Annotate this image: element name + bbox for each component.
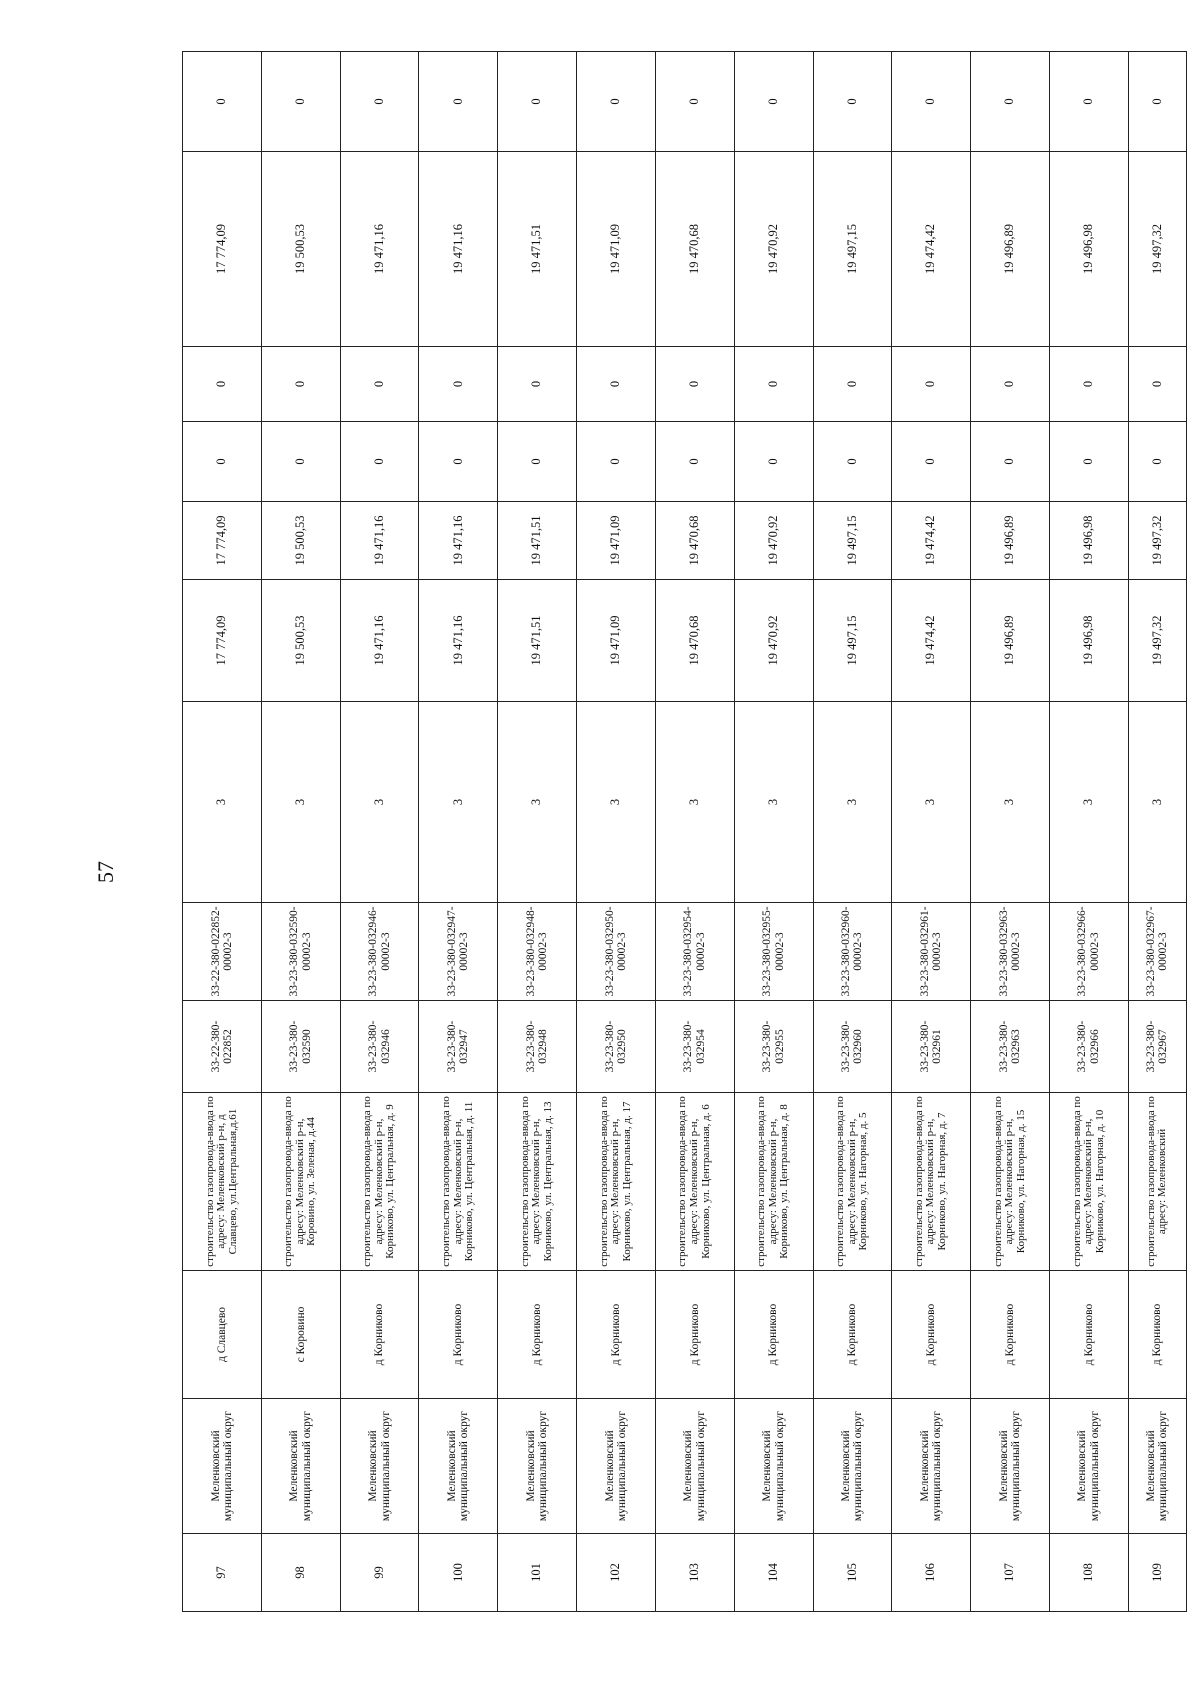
funded-amount-cell: 19 471,09 bbox=[577, 502, 656, 580]
total-cost-cell: 19 471,09 bbox=[577, 580, 656, 702]
locality-cell: д Славцево bbox=[183, 1271, 262, 1399]
row-number-cell: 100 bbox=[419, 1534, 498, 1612]
table-row bbox=[655, 52, 734, 1612]
district-cell: Меленковский муниципальный округ bbox=[655, 1399, 734, 1534]
funded-amount-cell: 19 496,98 bbox=[1049, 502, 1128, 580]
object-code-cell: 33-23-380-032946 bbox=[340, 1001, 419, 1093]
district-cell: Меленковский муниципальный округ bbox=[1128, 1399, 1186, 1534]
object-code-cell: 33-23-380-032963 bbox=[971, 1001, 1050, 1093]
zero-value-cell-2: 0 bbox=[498, 347, 577, 422]
total-cost-cell: 19 471,16 bbox=[419, 580, 498, 702]
table-row bbox=[1049, 52, 1128, 1612]
district-cell: Меленковский муниципальный округ bbox=[498, 1399, 577, 1534]
district-cell: Меленковский муниципальный округ bbox=[419, 1399, 498, 1534]
total-cost-cell: 19 474,42 bbox=[892, 580, 971, 702]
zero-value-cell-2: 0 bbox=[892, 347, 971, 422]
zero-value-cell-3: 0 bbox=[340, 52, 419, 152]
work-description-cell: строительство газопровода-ввода по адресу: Меленковский р-н, Корниково, ул. Нагорная, д. 15 bbox=[971, 1093, 1050, 1271]
remaining-amount-cell: 19 471,16 bbox=[340, 152, 419, 347]
locality-cell: д Корниково bbox=[498, 1271, 577, 1399]
remaining-amount-cell: 19 500,53 bbox=[261, 152, 340, 347]
object-code-cell: 33-23-380-032948 bbox=[498, 1001, 577, 1093]
zero-value-cell-2: 0 bbox=[419, 347, 498, 422]
table-row bbox=[892, 52, 971, 1612]
table-row bbox=[1128, 52, 1186, 1612]
remaining-amount-cell: 17 774,09 bbox=[183, 152, 262, 347]
object-id-cell: 33-23-380-032950-00002-3 bbox=[577, 903, 656, 1001]
quantity-cell: 3 bbox=[498, 702, 577, 903]
zero-value-cell-2: 0 bbox=[577, 347, 656, 422]
funded-amount-cell: 19 470,68 bbox=[655, 502, 734, 580]
district-cell: Меленковский муниципальный округ bbox=[892, 1399, 971, 1534]
quantity-cell: 3 bbox=[892, 702, 971, 903]
row-number-cell: 99 bbox=[340, 1534, 419, 1612]
table-row bbox=[419, 52, 498, 1612]
district-cell: Меленковский муниципальный округ bbox=[813, 1399, 892, 1534]
table-row bbox=[577, 52, 656, 1612]
row-number-cell: 104 bbox=[734, 1534, 813, 1612]
object-id-cell: 33-23-380-032966-00002-3 bbox=[1049, 903, 1128, 1001]
locality-cell: д Корниково bbox=[340, 1271, 419, 1399]
work-description-cell: строительство газопровода-ввода по адресу: Меленковский р-н, Корниково, ул. Нагорная, д. 5 bbox=[813, 1093, 892, 1271]
zero-value-cell-1: 0 bbox=[261, 422, 340, 502]
work-description-cell: строительство газопровода-ввода по адресу: Меленковский р-н, Коровино, ул. Зеленая, д.44 bbox=[261, 1093, 340, 1271]
object-id-cell: 33-23-380-032590-00002-3 bbox=[261, 903, 340, 1001]
work-description-cell: строительство газопровода-ввода по адресу: Меленковский р-н, Корниково, ул. Центральная, д. 13 bbox=[498, 1093, 577, 1271]
data-table-rotated bbox=[182, 98, 1187, 1612]
object-id-cell: 33-23-380-032946-00002-3 bbox=[340, 903, 419, 1001]
work-description-cell: строительство газопровода-ввода по адресу: Меленковский р-н, Корниково, ул. Нагорная, д. 7 bbox=[892, 1093, 971, 1271]
row-number-cell: 106 bbox=[892, 1534, 971, 1612]
work-description-cell: строительство газопровода-ввода по адресу: Меленковский р-н, Корниково, ул. Центральная, д. 11 bbox=[419, 1093, 498, 1271]
funded-amount-cell: 19 497,15 bbox=[813, 502, 892, 580]
object-id-cell: 33-23-380-032963-00002-3 bbox=[971, 903, 1050, 1001]
table-row bbox=[498, 52, 577, 1612]
total-cost-cell: 19 497,15 bbox=[813, 580, 892, 702]
zero-value-cell-3: 0 bbox=[892, 52, 971, 152]
object-code-cell: 33-23-380-032954 bbox=[655, 1001, 734, 1093]
work-description-cell: строительство газопровода-ввода по адресу: Меленковский р-н, Корниково, ул. Центральная, д. 8 bbox=[734, 1093, 813, 1271]
total-cost-cell: 19 500,53 bbox=[261, 580, 340, 702]
district-cell: Меленковский муниципальный округ bbox=[340, 1399, 419, 1534]
district-cell: Меленковский муниципальный округ bbox=[1049, 1399, 1128, 1534]
quantity-cell: 3 bbox=[183, 702, 262, 903]
zero-value-cell-3: 0 bbox=[1049, 52, 1128, 152]
object-code-cell: 33-23-380-032590 bbox=[261, 1001, 340, 1093]
zero-value-cell-1: 0 bbox=[498, 422, 577, 502]
remaining-amount-cell: 19 470,68 bbox=[655, 152, 734, 347]
work-description-cell: строительство газопровода-ввода по адресу: Меленковский р-н, Корниково, ул. Центральная, д. 6 bbox=[655, 1093, 734, 1271]
locality-cell: д Корниково bbox=[892, 1271, 971, 1399]
remaining-amount-cell: 19 470,92 bbox=[734, 152, 813, 347]
locality-cell: д Корниково bbox=[813, 1271, 892, 1399]
quantity-cell: 3 bbox=[813, 702, 892, 903]
locality-cell: д Корниково bbox=[734, 1271, 813, 1399]
zero-value-cell-3: 0 bbox=[734, 52, 813, 152]
object-code-cell: 33-23-380-032966 bbox=[1049, 1001, 1128, 1093]
total-cost-cell: 17 774,09 bbox=[183, 580, 262, 702]
remaining-amount-cell: 19 496,89 bbox=[971, 152, 1050, 347]
zero-value-cell-2: 0 bbox=[813, 347, 892, 422]
work-description-cell: строительство газопровода-ввода по адресу: Меленковский р-н, Корниково, ул. Нагорная, д. 10 bbox=[1049, 1093, 1128, 1271]
remaining-amount-cell: 19 497,32 bbox=[1128, 152, 1186, 347]
remaining-amount-cell: 19 471,51 bbox=[498, 152, 577, 347]
funded-amount-cell: 19 470,92 bbox=[734, 502, 813, 580]
total-cost-cell: 19 471,16 bbox=[340, 580, 419, 702]
zero-value-cell-1: 0 bbox=[419, 422, 498, 502]
zero-value-cell-3: 0 bbox=[419, 52, 498, 152]
zero-value-cell-1: 0 bbox=[892, 422, 971, 502]
zero-value-cell-1: 0 bbox=[577, 422, 656, 502]
remaining-amount-cell: 19 496,98 bbox=[1049, 152, 1128, 347]
row-number-cell: 102 bbox=[577, 1534, 656, 1612]
quantity-cell: 3 bbox=[734, 702, 813, 903]
district-cell: Меленковский муниципальный округ bbox=[734, 1399, 813, 1534]
work-description-cell: строительство газопровода-ввода по адресу: Меленковский р-н, Корниково, ул. Центральная, д. 9 bbox=[340, 1093, 419, 1271]
quantity-cell: 3 bbox=[971, 702, 1050, 903]
zero-value-cell-2: 0 bbox=[261, 347, 340, 422]
table-row bbox=[340, 52, 419, 1612]
quantity-cell: 3 bbox=[261, 702, 340, 903]
object-code-cell: 33-23-380-032967 bbox=[1128, 1001, 1186, 1093]
row-number-cell: 109 bbox=[1128, 1534, 1186, 1612]
row-number-cell: 108 bbox=[1049, 1534, 1128, 1612]
object-id-cell: 33-23-380-032955-00002-3 bbox=[734, 903, 813, 1001]
quantity-cell: 3 bbox=[419, 702, 498, 903]
funded-amount-cell: 17 774,09 bbox=[183, 502, 262, 580]
zero-value-cell-1: 0 bbox=[1049, 422, 1128, 502]
object-id-cell: 33-23-380-032954-00002-3 bbox=[655, 903, 734, 1001]
object-code-cell: 33-23-380-032955 bbox=[734, 1001, 813, 1093]
object-code-cell: 33-23-380-032961 bbox=[892, 1001, 971, 1093]
remaining-amount-cell: 19 474,42 bbox=[892, 152, 971, 347]
total-cost-cell: 19 470,68 bbox=[655, 580, 734, 702]
zero-value-cell-3: 0 bbox=[655, 52, 734, 152]
total-cost-cell: 19 471,51 bbox=[498, 580, 577, 702]
zero-value-cell-1: 0 bbox=[1128, 422, 1186, 502]
page-number: 57 bbox=[93, 861, 118, 883]
total-cost-cell: 19 470,92 bbox=[734, 580, 813, 702]
table-body bbox=[183, 52, 1187, 1612]
work-description-cell: строительство газопровода-ввода по адресу: Меленковский р-н, Корниково, ул. Центральная, д. 17 bbox=[577, 1093, 656, 1271]
work-description-cell: строительство газопровода-ввода по адресу: Меленковский р-н, д Славцево, ул.Центральная,д.61 bbox=[183, 1093, 262, 1271]
object-id-cell: 33-23-380-032961-00002-3 bbox=[892, 903, 971, 1001]
quantity-cell: 3 bbox=[340, 702, 419, 903]
zero-value-cell-1: 0 bbox=[655, 422, 734, 502]
zero-value-cell-3: 0 bbox=[971, 52, 1050, 152]
quantity-cell: 3 bbox=[1049, 702, 1128, 903]
district-cell: Меленковский муниципальный округ bbox=[971, 1399, 1050, 1534]
row-number-cell: 103 bbox=[655, 1534, 734, 1612]
data-table bbox=[182, 51, 1187, 1612]
table-row bbox=[813, 52, 892, 1612]
locality-cell: д Корниково bbox=[577, 1271, 656, 1399]
table-row bbox=[261, 52, 340, 1612]
zero-value-cell-3: 0 bbox=[813, 52, 892, 152]
district-cell: Меленковский муниципальный округ bbox=[577, 1399, 656, 1534]
zero-value-cell-1: 0 bbox=[971, 422, 1050, 502]
row-number-cell: 107 bbox=[971, 1534, 1050, 1612]
zero-value-cell-2: 0 bbox=[1049, 347, 1128, 422]
row-number-cell: 98 bbox=[261, 1534, 340, 1612]
table-row bbox=[971, 52, 1050, 1612]
object-code-cell: 33-23-380-032947 bbox=[419, 1001, 498, 1093]
zero-value-cell-3: 0 bbox=[183, 52, 262, 152]
zero-value-cell-2: 0 bbox=[655, 347, 734, 422]
work-description-cell: строительство газопровода-ввода по адресу: Меленковский bbox=[1128, 1093, 1186, 1271]
locality-cell: д Корниково bbox=[1128, 1271, 1186, 1399]
locality-cell: д Корниково bbox=[971, 1271, 1050, 1399]
row-number-cell: 97 bbox=[183, 1534, 262, 1612]
row-number-cell: 105 bbox=[813, 1534, 892, 1612]
funded-amount-cell: 19 471,16 bbox=[340, 502, 419, 580]
table-row bbox=[734, 52, 813, 1612]
zero-value-cell-1: 0 bbox=[734, 422, 813, 502]
zero-value-cell-3: 0 bbox=[498, 52, 577, 152]
quantity-cell: 3 bbox=[577, 702, 656, 903]
funded-amount-cell: 19 500,53 bbox=[261, 502, 340, 580]
zero-value-cell-2: 0 bbox=[1128, 347, 1186, 422]
object-id-cell: 33-23-380-032967-00002-3 bbox=[1128, 903, 1186, 1001]
funded-amount-cell: 19 497,32 bbox=[1128, 502, 1186, 580]
object-id-cell: 33-23-380-032947-00002-3 bbox=[419, 903, 498, 1001]
zero-value-cell-2: 0 bbox=[183, 347, 262, 422]
quantity-cell: 3 bbox=[655, 702, 734, 903]
district-cell: Меленковский муниципальный округ bbox=[183, 1399, 262, 1534]
zero-value-cell-1: 0 bbox=[813, 422, 892, 502]
zero-value-cell-1: 0 bbox=[183, 422, 262, 502]
object-code-cell: 33-22-380-022852 bbox=[183, 1001, 262, 1093]
object-id-cell: 33-23-380-032960-00002-3 bbox=[813, 903, 892, 1001]
total-cost-cell: 19 497,32 bbox=[1128, 580, 1186, 702]
zero-value-cell-2: 0 bbox=[340, 347, 419, 422]
zero-value-cell-3: 0 bbox=[261, 52, 340, 152]
remaining-amount-cell: 19 471,16 bbox=[419, 152, 498, 347]
funded-amount-cell: 19 496,89 bbox=[971, 502, 1050, 580]
zero-value-cell-1: 0 bbox=[340, 422, 419, 502]
zero-value-cell-2: 0 bbox=[734, 347, 813, 422]
funded-amount-cell: 19 474,42 bbox=[892, 502, 971, 580]
remaining-amount-cell: 19 471,09 bbox=[577, 152, 656, 347]
zero-value-cell-3: 0 bbox=[1128, 52, 1186, 152]
funded-amount-cell: 19 471,51 bbox=[498, 502, 577, 580]
object-code-cell: 33-23-380-032960 bbox=[813, 1001, 892, 1093]
locality-cell: д Корниково bbox=[419, 1271, 498, 1399]
object-code-cell: 33-23-380-032950 bbox=[577, 1001, 656, 1093]
funded-amount-cell: 19 471,16 bbox=[419, 502, 498, 580]
object-id-cell: 33-22-380-022852-00002-3 bbox=[183, 903, 262, 1001]
object-id-cell: 33-23-380-032948-00002-3 bbox=[498, 903, 577, 1001]
quantity-cell: 3 bbox=[1128, 702, 1186, 903]
zero-value-cell-2: 0 bbox=[971, 347, 1050, 422]
locality-cell: д Корниково bbox=[655, 1271, 734, 1399]
row-number-cell: 101 bbox=[498, 1534, 577, 1612]
zero-value-cell-3: 0 bbox=[577, 52, 656, 152]
table-row bbox=[183, 52, 262, 1612]
locality-cell: д Корниково bbox=[1049, 1271, 1128, 1399]
total-cost-cell: 19 496,89 bbox=[971, 580, 1050, 702]
locality-cell: с Коровино bbox=[261, 1271, 340, 1399]
total-cost-cell: 19 496,98 bbox=[1049, 580, 1128, 702]
remaining-amount-cell: 19 497,15 bbox=[813, 152, 892, 347]
district-cell: Меленковский муниципальный округ bbox=[261, 1399, 340, 1534]
